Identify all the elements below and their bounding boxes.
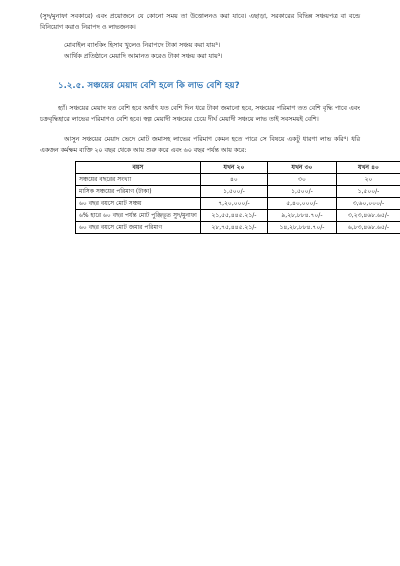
table-header-cell: যখন ২০: [200, 162, 267, 174]
table-cell: ৬০ বছর বয়সে মোট সঞ্চয়: [76, 198, 201, 210]
table-row: [76, 198, 400, 210]
table-cell: ৫,৪০,০০০/-: [267, 198, 336, 210]
table-cell: ১,৫০০/-: [336, 186, 400, 198]
example-paragraph: আসুন সঞ্চয়ের মেয়াদ ভেদে মোট জমাসহ লাভের পরিমাণ কেমন হতে পারে সে বিষয়ে একটু ধারণা লাভ করি⁴। ধরি একজন কর্মক্ষম ব্যক্তি ২০ বছর থেকে আয় শুরু করে এবং ৬০ বছর পর্যন্ত আয় করে:: [40, 136, 360, 154]
table-cell: ১,৫০০/-: [267, 186, 336, 198]
table-cell: সঞ্চয়ের বছরের সংখ্যা: [76, 174, 201, 186]
table-header-cell: যখন ৩০: [267, 162, 336, 174]
table-cell: ১,৫০০/-: [200, 186, 267, 198]
table-cell: ৯,২৮,৮৮৪.৭০/-: [267, 210, 336, 222]
table-cell: ২০: [336, 174, 400, 186]
list-item: মোবাইল ব্যাংকিং হিসাব খুলেও নিরাপদে টাকা সঞ্চয় করা যায়³।: [64, 42, 221, 49]
table-cell: ৩,২৩,৪৬৮.৬৫/-: [336, 210, 400, 222]
list-item: আর্থিক প্রতিষ্ঠানে মেয়াদি আমানত করেও টাকা সঞ্চয় করা যায়³।: [64, 53, 223, 60]
section-heading: ১.২.৫. সঞ্চয়ের মেয়াদ বেশি হলে কি লাভ বেশি হয়?: [58, 81, 240, 91]
table-row: [76, 222, 400, 234]
table-cell: ৩০: [267, 174, 336, 186]
table-header-row: [76, 162, 400, 174]
table-cell: ৬০ বছর বয়সে মোট জমার পরিমাণ: [76, 222, 201, 234]
table-cell: ৪০: [200, 174, 267, 186]
answer-paragraph: হ্যাঁ। সঞ্চয়ের মেয়াদ যত বেশি হবে অর্থাৎ যত বেশি দিন ধরে টাকা জমানো হবে, সঞ্চয়ের পরিমাণ তত বেশি বৃদ্ধি পাবে এবং চক্রবৃদ্ধিহারে লাভের পরিমাণও বেশি হবে। স্বল্প মেয়াদী সঞ্চয়ের চেয়ে দীর্ঘ মেয়াদী সঞ্চয়ে লাভ তাই সবসময়ই বেশি।: [40, 105, 360, 123]
table-header-cell: বয়স: [76, 162, 201, 174]
table-header-cell: যখন ৪০: [336, 162, 400, 174]
table-cell: ৬,৮৩,৪৬৮.৬৫/-: [336, 222, 400, 234]
table-cell: ৬% হারে ৬০ বছর পর্যন্ত মোট পুঞ্জিভূত সুদ/মুনাফা: [76, 210, 201, 222]
intro-paragraph: (সুদ/মুনাফা সবকারে) এবং প্রয়োজনে যে কোনো সময় তা উত্তোলনও করা যাবে। এছাড়া, সরকারের বিভিন্ন সঞ্চয়পত্র বা বন্ডে বিনিয়োগ করাও নিরাপদ ও লাভজনক।: [40, 13, 360, 31]
table-cell: ৩,৬০,০০০/-: [336, 198, 400, 210]
table-row: [76, 174, 400, 186]
savings-comparison-table: [75, 161, 400, 234]
table-cell: ১৪,২৮,৮৮৪.৭০/-: [267, 222, 336, 234]
savings-options-list: [64, 40, 360, 62]
table-cell: ২১,৫৫,৪৪৫.২১/-: [200, 210, 267, 222]
table-cell: ২৮,৭৫,৪৪৫.২১/-: [200, 222, 267, 234]
table-cell: মাসিক সঞ্চয়ের পরিমাণ (টাকা): [76, 186, 201, 198]
table-row: [76, 186, 400, 198]
table-row: [76, 210, 400, 222]
table-cell: ৭,২০,০০০/-: [200, 198, 267, 210]
